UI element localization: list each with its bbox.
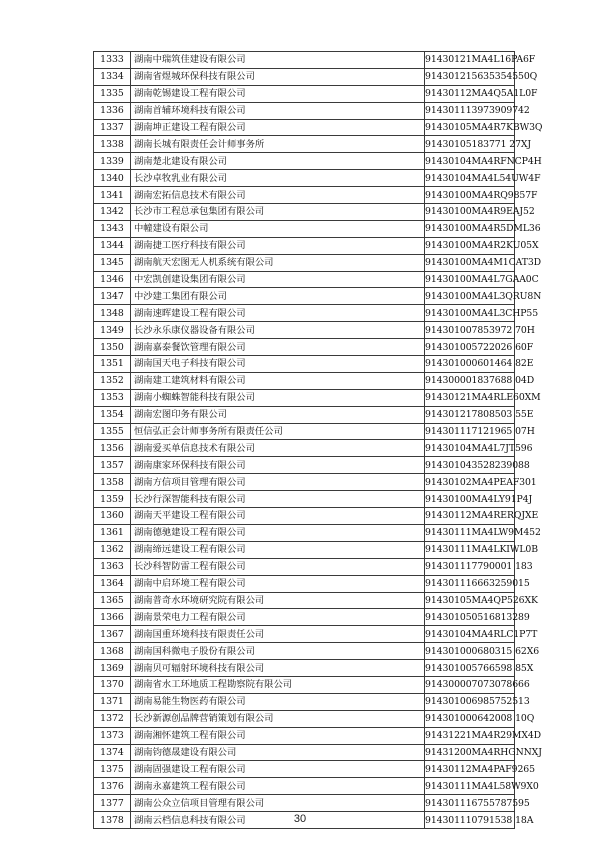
row-number: 1336	[94, 102, 131, 119]
company-name: 湖南长城有限责任会计师事务所	[131, 136, 425, 153]
row-number: 1362	[94, 541, 131, 558]
company-name: 长沙科智防雷工程有限公司	[131, 558, 425, 575]
row-number: 1365	[94, 592, 131, 609]
row-number: 1371	[94, 693, 131, 710]
credit-code: 914301005722026 60F	[425, 339, 515, 356]
company-name: 湖南云档信息科技有限公司	[131, 812, 425, 829]
row-number: 1348	[94, 305, 131, 322]
table-row	[94, 288, 515, 305]
company-name: 中宏凯创建设集团有限公司	[131, 271, 425, 288]
company-name: 湖南爱买单信息技术有限公司	[131, 440, 425, 457]
credit-code: 914301110791538 18A	[425, 812, 515, 829]
row-number: 1335	[94, 85, 131, 102]
company-name: 湖南乾锡建设工程有限公司	[131, 85, 425, 102]
credit-code: 91430112MA4RERQJXE	[425, 508, 515, 525]
row-number: 1341	[94, 187, 131, 204]
company-name: 湖南国天电子科技有限公司	[131, 356, 425, 373]
row-number: 1339	[94, 153, 131, 170]
company-name: 湖南速晖建设工程有限公司	[131, 305, 425, 322]
table-row	[94, 676, 515, 693]
table-row	[94, 474, 515, 491]
table-row	[94, 170, 515, 187]
table-row	[94, 508, 515, 525]
table-row	[94, 727, 515, 744]
credit-code: 914301215635354550Q	[425, 68, 515, 85]
credit-code: 914301007853972 70H	[425, 322, 515, 339]
row-number: 1372	[94, 710, 131, 727]
table-row	[94, 52, 515, 69]
credit-code: 91431200MA4RHGNNXJ	[425, 744, 515, 761]
company-name: 中幢建设有限公司	[131, 220, 425, 237]
table-row	[94, 136, 515, 153]
table-row	[94, 744, 515, 761]
credit-code: 91430111MA4LKIWL0B	[425, 541, 515, 558]
table-row	[94, 660, 515, 677]
company-name: 湖南公众立信项目管理有限公司	[131, 795, 425, 812]
table-row	[94, 643, 515, 660]
company-name: 湖南建工建筑材料有限公司	[131, 372, 425, 389]
table-row	[94, 254, 515, 271]
company-name: 湖南康家环保科技有限公司	[131, 457, 425, 474]
table-row	[94, 339, 515, 356]
row-number: 1352	[94, 372, 131, 389]
credit-code: 91430111MA4LW9M452	[425, 524, 515, 541]
table-row	[94, 389, 515, 406]
credit-code: 91430104MA4L7JT596	[425, 440, 515, 457]
company-name: 湖南嘉泰餐饮管理有限公司	[131, 339, 425, 356]
credit-code: 91430104MA4L54UW4F	[425, 170, 515, 187]
row-number: 1368	[94, 643, 131, 660]
credit-code: 914301117121965 07H	[425, 423, 515, 440]
row-number: 1361	[94, 524, 131, 541]
company-name: 湖南坤正建设工程有限公司	[131, 119, 425, 136]
company-name: 湖南中启环境工程有限公司	[131, 575, 425, 592]
row-number: 1346	[94, 271, 131, 288]
company-name: 湖南宏拓信息技术有限公司	[131, 187, 425, 204]
table-row	[94, 541, 515, 558]
row-number: 1377	[94, 795, 131, 812]
table-row	[94, 153, 515, 170]
row-number: 1369	[94, 660, 131, 677]
row-number: 1366	[94, 609, 131, 626]
company-name: 长沙卓牧乳业有限公司	[131, 170, 425, 187]
table-row	[94, 457, 515, 474]
table-row	[94, 119, 515, 136]
row-number: 1347	[94, 288, 131, 305]
credit-code: 91430112MA4PAF9265	[425, 761, 515, 778]
company-name: 湖南普奇水环境研究院有限公司	[131, 592, 425, 609]
credit-code: 914301006985752513	[425, 693, 515, 710]
company-name: 湖南省水工环地质工程勘察院有限公司	[131, 676, 425, 693]
credit-code: 91430105MA4R7KBW3Q	[425, 119, 515, 136]
company-name: 长沙市工程总承包集团有限公司	[131, 204, 425, 221]
row-number: 1351	[94, 356, 131, 373]
row-number: 1350	[94, 339, 131, 356]
row-number: 1353	[94, 389, 131, 406]
company-name: 湖南永嘉建筑工程有限公司	[131, 778, 425, 795]
table-row	[94, 237, 515, 254]
row-number: 1344	[94, 237, 131, 254]
credit-code: 914301050516813289	[425, 609, 515, 626]
table-row	[94, 592, 515, 609]
credit-code: 91430100MA4R5DML36	[425, 220, 515, 237]
row-number: 1364	[94, 575, 131, 592]
credit-code: 91430100MA4L3QRU8N	[425, 288, 515, 305]
company-name: 长沙行深智能科技有限公司	[131, 491, 425, 508]
credit-code: 91430104MA4RLC1P7T	[425, 626, 515, 643]
table-row	[94, 626, 515, 643]
company-name: 湖南景荣电力工程有限公司	[131, 609, 425, 626]
row-number: 1356	[94, 440, 131, 457]
row-number: 1343	[94, 220, 131, 237]
row-number: 1338	[94, 136, 131, 153]
company-name: 湖南小蜘蛛智能科技有限公司	[131, 389, 425, 406]
company-name: 湖南天平建设工程有限公司	[131, 508, 425, 525]
row-number: 1340	[94, 170, 131, 187]
table-row	[94, 85, 515, 102]
company-name: 湖南首辅环境科技有限公司	[131, 102, 425, 119]
table-row	[94, 524, 515, 541]
table-row	[94, 406, 515, 423]
credit-code: 91430100MA4R2KU05X	[425, 237, 515, 254]
table-row	[94, 322, 515, 339]
row-number: 1373	[94, 727, 131, 744]
company-name: 湖南易能生物医药有限公司	[131, 693, 425, 710]
credit-code: 91430100MA4R9EAJ52	[425, 204, 515, 221]
row-number: 1342	[94, 204, 131, 221]
company-name: 湖南国重环境科技有限责任公司	[131, 626, 425, 643]
company-name: 湖南钧德晟建设有限公司	[131, 744, 425, 761]
company-name: 湖南捷工医疗科技有限公司	[131, 237, 425, 254]
credit-code: 914301005766598 85X	[425, 660, 515, 677]
credit-code: 91431221MA4R29MX4D	[425, 727, 515, 744]
table-row	[94, 372, 515, 389]
credit-code: 91430100MA4RQ9857F	[425, 187, 515, 204]
company-registry-table	[93, 51, 543, 829]
credit-code: 914301116663259015	[425, 575, 515, 592]
company-name: 湖南宏图印务有限公司	[131, 406, 425, 423]
row-number: 1370	[94, 676, 131, 693]
credit-code: 91430112MA4Q5A1L0F	[425, 85, 515, 102]
row-number: 1367	[94, 626, 131, 643]
table-row	[94, 575, 515, 592]
table-row	[94, 440, 515, 457]
row-number: 1374	[94, 744, 131, 761]
row-number: 1359	[94, 491, 131, 508]
row-number: 1345	[94, 254, 131, 271]
row-number: 1354	[94, 406, 131, 423]
credit-code: 91430111MA4L58W9X0	[425, 778, 515, 795]
row-number: 1358	[94, 474, 131, 491]
page-number: 30	[293, 813, 307, 825]
row-number: 1337	[94, 119, 131, 136]
credit-code: 914300007073078666	[425, 676, 515, 693]
company-name: 湖南贝可辐射环境科技有限公司	[131, 660, 425, 677]
table-row	[94, 102, 515, 119]
table-row	[94, 220, 515, 237]
company-name: 中沙建工集团有限公司	[131, 288, 425, 305]
credit-code: 914301113973909742	[425, 102, 515, 119]
credit-code: 914301043528239088	[425, 457, 515, 474]
table-body	[94, 52, 543, 829]
credit-code: 914301000680315 62X6	[425, 643, 515, 660]
table-row	[94, 423, 515, 440]
row-number: 1333	[94, 52, 131, 69]
company-name: 湖南固强建设工程有限公司	[131, 761, 425, 778]
row-number: 1355	[94, 423, 131, 440]
credit-code: 91430105MA4QP526XK	[425, 592, 515, 609]
credit-code: 914301116755787595	[425, 795, 515, 812]
company-name: 湖南省煜城环保科技有限公司	[131, 68, 425, 85]
credit-code: 914301000601464 82E	[425, 356, 515, 373]
credit-code: 91430121MA4RLE60XM	[425, 389, 515, 406]
table-row	[94, 204, 515, 221]
company-name: 湖南楚北建设有限公司	[131, 153, 425, 170]
credit-code: 91430105183771 27XJ	[425, 136, 515, 153]
company-name: 湖南航天宏图无人机系统有限公司	[131, 254, 425, 271]
row-number: 1363	[94, 558, 131, 575]
table-row	[94, 558, 515, 575]
company-name: 湖南德驰建设工程有限公司	[131, 524, 425, 541]
table-row	[94, 356, 515, 373]
credit-code: 91430100MA4L3CHP55	[425, 305, 515, 322]
credit-code: 914300001837688 04D	[425, 372, 515, 389]
table-row	[94, 761, 515, 778]
table-row	[94, 693, 515, 710]
table-row	[94, 710, 515, 727]
company-name: 湖南中瑞筑佳建设有限公司	[131, 52, 425, 69]
credit-code: 91430100MA4L7GAA0C	[425, 271, 515, 288]
row-number: 1376	[94, 778, 131, 795]
row-number: 1375	[94, 761, 131, 778]
table-row	[94, 609, 515, 626]
credit-code: 91430100MA4M1CAT3D	[425, 254, 515, 271]
table-row	[94, 795, 515, 812]
row-number: 1360	[94, 508, 131, 525]
company-name: 湖南湘怀建筑工程有限公司	[131, 727, 425, 744]
credit-code: 91430104MA4RFNCP4H	[425, 153, 515, 170]
row-number: 1349	[94, 322, 131, 339]
company-name: 恒信弘正会计师事务所有限责任公司	[131, 423, 425, 440]
company-name: 长沙永乐康仪器设备有限公司	[131, 322, 425, 339]
credit-code: 91430100MA4LY91P4J	[425, 491, 515, 508]
table-row	[94, 778, 515, 795]
credit-code: 91430102MA4PEAF301	[425, 474, 515, 491]
table-row	[94, 491, 515, 508]
row-number: 1334	[94, 68, 131, 85]
credit-code: 914301217808503 55E	[425, 406, 515, 423]
company-name: 湖南国科微电子股份有限公司	[131, 643, 425, 660]
credit-code: 914301000642008 10Q	[425, 710, 515, 727]
credit-code: 914301117790001 183	[425, 558, 515, 575]
table-row	[94, 68, 515, 85]
company-name: 湖南方信项目管理有限公司	[131, 474, 425, 491]
row-number: 1357	[94, 457, 131, 474]
company-name: 湖南缔远建设工程有限公司	[131, 541, 425, 558]
credit-code: 91430121MA4L16PA6F	[425, 52, 515, 69]
company-name: 长沙新源创品牌营销策划有限公司	[131, 710, 425, 727]
table-row	[94, 305, 515, 322]
row-number: 1378	[94, 812, 131, 829]
table-row	[94, 271, 515, 288]
table-row	[94, 187, 515, 204]
